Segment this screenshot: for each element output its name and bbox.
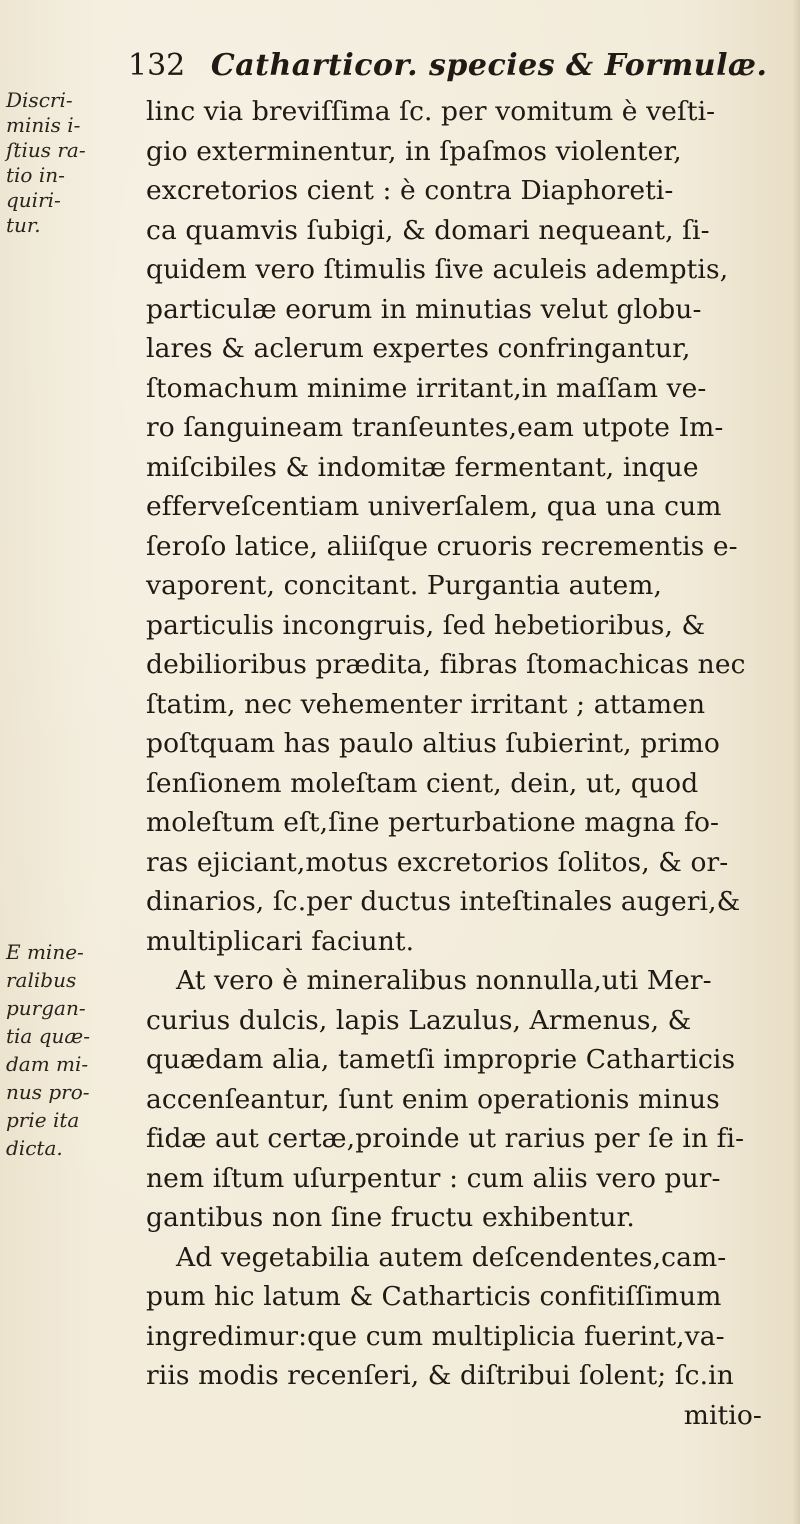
text-line: nem iſtum uſurpentur : cum aliis vero pur- (146, 1162, 721, 1194)
text-line: Ad vegetabilia autem deſcendentes,cam- (176, 1241, 727, 1273)
text-line: ras ejiciant,motus excretorios ſolitos, & or- (146, 846, 729, 878)
margin-note-line: nus pro- (6, 1080, 90, 1104)
text-line: efferveſcentiam univerſalem, qua una cum (146, 491, 722, 522)
margin-note-line: ralibus (6, 968, 77, 992)
margin-note-line: quiri- (6, 188, 61, 212)
text-line: quidem vero ſtimulis ſive aculeis ademptis, (146, 254, 729, 285)
text-line: excretorios cient : è contra Diaphoreti- (146, 175, 674, 206)
text-line: quædam alia, tametſi improprie Catharticis (146, 1044, 736, 1075)
text-line: particulis incongruis, ſed hebetioribus, & (146, 609, 706, 641)
text-line: fidæ aut certæ,proinde ut rarius per ſe in fi- (146, 1123, 745, 1154)
margin-note-line: ſtius ra- (6, 138, 86, 162)
text-line: ſeroſo latice, aliiſque cruoris recrementis e- (146, 530, 738, 562)
margin-note-line: E mine- (6, 940, 84, 964)
margin-note-line: dicta. (6, 1136, 63, 1160)
text-line: accenſeantur, ſunt enim operationis minus (146, 1083, 720, 1115)
text-line: gantibus non ſine fructu exhibentur. (146, 1202, 635, 1233)
text-line: ſtomachum minime irritant,in maſſam ve- (146, 372, 707, 404)
text-line: debilioribus prædita, fibras ſtomachicas nec (146, 649, 746, 680)
text-line: vaporent, concitant. Purgantia autem, (146, 570, 662, 601)
text-line: pum hic latum & Catharticis confitiſſimum (146, 1281, 722, 1312)
margin-note-line: dam mi- (6, 1052, 89, 1076)
text-line: lares & aclerum expertes confringantur, (146, 333, 691, 364)
margin-note-line: Discri- (6, 88, 73, 112)
margin-note-line: purgan- (6, 996, 86, 1020)
margin-note-line: prie ita (6, 1108, 80, 1132)
text-line: ſenſionem moleſtam cient, dein, ut, quod (146, 767, 699, 799)
text-line: ingredimur:que cum multiplicia fuerint,va- (146, 1320, 725, 1352)
text-line: multiplicari faciunt. (146, 925, 415, 957)
margin-note-line: tio in- (6, 163, 65, 187)
text-line: dinarios, ſc.per ductus inteſtinales augeri,& (146, 886, 741, 917)
text-line: particulæ eorum in minutias velut globu- (146, 293, 702, 325)
text-line: riis modis recenſeri, & diſtribui ſolent; ſc.in (146, 1360, 734, 1391)
margin-note-discrimination (6, 88, 124, 238)
text-line: At vero è mineralibus nonnulla,uti Mer- (176, 965, 712, 996)
catchword: mitio- (683, 1399, 762, 1431)
running-title: Catharticor. species & Formulæ. (210, 48, 768, 83)
text-line: curius dulcis, lapis Lazulus, Armenus, & (146, 1004, 692, 1036)
page-number: 132 (128, 48, 186, 83)
text-line: moleſtum eſt,ſine perturbatione magna fo- (146, 807, 720, 838)
body-text (146, 92, 786, 1435)
page-header (128, 44, 768, 88)
text-line: ca quamvis ſubigi, & domari nequeant, ſi- (146, 214, 710, 246)
text-line: linc via breviſſima ſc. per vomitum è veſti- (146, 96, 716, 127)
margin-note-line: minis i- (6, 113, 81, 137)
text-line: gio exterminentur, in ſpaſmos violenter, (146, 135, 682, 167)
text-line: ro ſanguineam tranſeuntes,eam utpote Im- (146, 412, 724, 443)
margin-note-line: tur. (6, 213, 41, 237)
text-line: poſtquam has paulo altius ſubierint, primo (146, 728, 720, 759)
margin-note-minerals (6, 938, 124, 1162)
text-line: miſcibiles & indomitæ fermentant, inque (146, 451, 699, 483)
text-line: ſtatim, nec vehementer irritant ; attamen (146, 688, 706, 720)
margin-note-line: tia quæ- (6, 1024, 90, 1048)
page-edge-shadow (792, 0, 800, 1524)
